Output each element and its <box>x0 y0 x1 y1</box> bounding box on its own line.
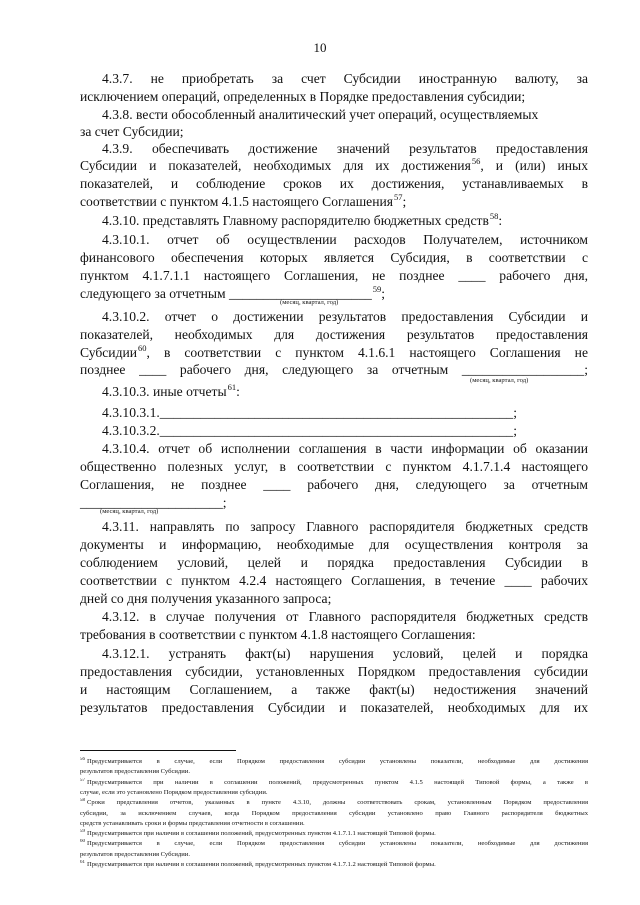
text-line: соответствии с пунктом 4.1.5 настоящего Соглашения$^{57}$; <box>80 192 407 209</box>
text-line: показателей, необходимых для достижения результатов предоставления <box>80 327 588 342</box>
text-line: предоставления субсидии, установленных Порядком предоставления субсидии <box>80 664 588 679</box>
footnote-line: случае, если это установлено Порядком предоставления субсидии. <box>80 788 268 796</box>
text-line: дней со дня получения указанного запроса; <box>80 591 332 606</box>
text-line: исключением операций, определенных в Порядке предоставления субсидии; <box>80 89 526 104</box>
footnote-ref: 56 <box>471 156 481 166</box>
footnote-line: $^{61}$ Предусматривается при наличии в соглашении положений, предусмотренных пунктом 4.1.7.1.2 настоящей Типовой формы. <box>80 860 436 868</box>
text-line: 4.3.9. обеспечивать достижение значений результатов предоставления <box>102 141 588 156</box>
text-line: 4.3.10.4. отчет об исполнении соглашения в части информации об оказании <box>102 441 588 456</box>
footnote-ref: 57 <box>394 192 403 202</box>
footnote-line: субсидии, за исключением случаев, когда Порядком предоставления субсидии установлено право Главного распорядителя бюджетных <box>80 809 588 817</box>
text-line: за счет Субсидии; <box>80 124 184 139</box>
footnote-line: $^{59}$ Предусматривается при наличии в соглашении положений, предусмотренных пунктом 4.1.7.1.1 настоящей Типовой формы. <box>80 829 436 838</box>
text-line: показателей, и соблюдение сроков их достижения, устанавливаемых в <box>80 176 588 191</box>
text-line: 4.3.11. направлять по запросу Главного распорядителя бюджетных средств <box>102 519 588 534</box>
text-line: соблюдением условий, целей и порядка предоставления Субсидии в <box>80 555 588 570</box>
text-line: позднее ____ рабочего дня, следующего за отчетным __________________; <box>80 362 588 377</box>
footnote-ref: 61 <box>227 382 237 392</box>
text-line: финансового обеспечения которых является Субсидия, в соответствии с <box>80 250 588 265</box>
field-caption: (месяц, квартал, год) <box>100 508 159 515</box>
footnote-line: результатов предоставления Субсидии. <box>80 850 190 858</box>
text-line: 4.3.10.1. отчет об осуществлении расходов Получателем, источником <box>102 232 588 247</box>
field-caption: (месяц, квартал, год) <box>470 377 529 384</box>
text-line: 4.3.12. в случае получения от Главного распорядителя бюджетных средств <box>102 609 588 624</box>
footnote-ref: 59 <box>372 284 382 294</box>
footnote-ref: 58 <box>489 211 499 221</box>
text-line: 4.3.10.2. отчет о достижении результатов предоставления Субсидии и <box>102 309 588 324</box>
text-line: Субсидии и показателей, необходимых для их достижения$^{56}$, и (или) иных <box>80 156 588 173</box>
footnote-line: $^{56}$ Предусматривается в случае, если Порядком предоставления субсидии установлены показатели, необходимые для достижения <box>80 757 588 765</box>
text-line: следующего за отчетным _____________________$^{59}$; <box>80 284 386 301</box>
text-line: соответствии с пунктом 4.2.4 настоящего Соглашения, в течение ____ рабочих <box>80 573 588 588</box>
text-line: 4.3.10.3.1.____________________________________________________; <box>102 405 517 420</box>
footnote-line: $^{60}$ Предусматривается в случае, если Порядком предоставления субсидии установлены показатели, необходимые для достижения <box>80 839 588 848</box>
footnote-separator <box>80 750 236 751</box>
text-line: общественно полезных услуг, в соответствии с пунктом 4.1.7.1.4 настоящего <box>80 459 588 474</box>
text-line: документы и информацию, необходимые для осуществления контроля за <box>80 537 588 552</box>
footnote-line: результатов предоставления Субсидии. <box>80 768 190 776</box>
text-line: Субсидии$^{60}$, в соответствии с пунктом 4.1.6.1 настоящего Соглашения не <box>80 343 588 360</box>
text-line: 4.3.10.3.2.____________________________________________________; <box>102 423 517 438</box>
text-line: Соглашения, не позднее ____ рабочего дня, следующего за отчетным <box>80 477 588 492</box>
text-line: 4.3.7. не приобретать за счет Субсидии иностранную валюту, за <box>102 71 588 86</box>
text-line: пунктом 4.1.7.1.1 настоящего Соглашения, не позднее ____ рабочего дня, <box>80 268 588 283</box>
footnote-ref: 60 <box>138 343 147 353</box>
text-line: требования в соответствии с пунктом 4.1.8 настоящего Соглашения: <box>80 627 476 642</box>
text-line: 4.3.8. вести обособленный аналитический учет операций, осуществляемых <box>102 107 539 122</box>
text-line: 4.3.10.3. иные отчеты$^{61}$: <box>102 382 240 399</box>
text-line: результатов предоставления Субсидии и показателей, необходимых для их <box>80 700 588 715</box>
text-line: 4.3.12.1. устранять факт(ы) нарушения условий, целей и порядка <box>102 646 588 661</box>
text-line: 4.3.10. представлять Главному распорядителю бюджетных средств$^{58}$: <box>102 211 503 228</box>
footnote-line: $^{58}$ Сроки представления отчетов, указанных в пункте 4.3.10, должны соответствовать срокам, установленным Порядком предоставления <box>80 798 588 807</box>
field-caption: (месяц, квартал, год) <box>280 299 339 306</box>
text-line: и настоящим Соглашением, а также факт(ы) недостижения значений <box>80 682 588 697</box>
footnote-line: $^{57}$ Предусматривается при наличии в соглашении положений, предусмотренных пунктом 4.1.5 настоящей Типовой формы, а также в <box>80 777 588 786</box>
text-line: _____________________; <box>80 495 227 510</box>
page-number: 10 <box>313 40 327 55</box>
footnote-line: средств устанавливать сроки и формы представления отчетности в соглашении. <box>80 819 305 827</box>
